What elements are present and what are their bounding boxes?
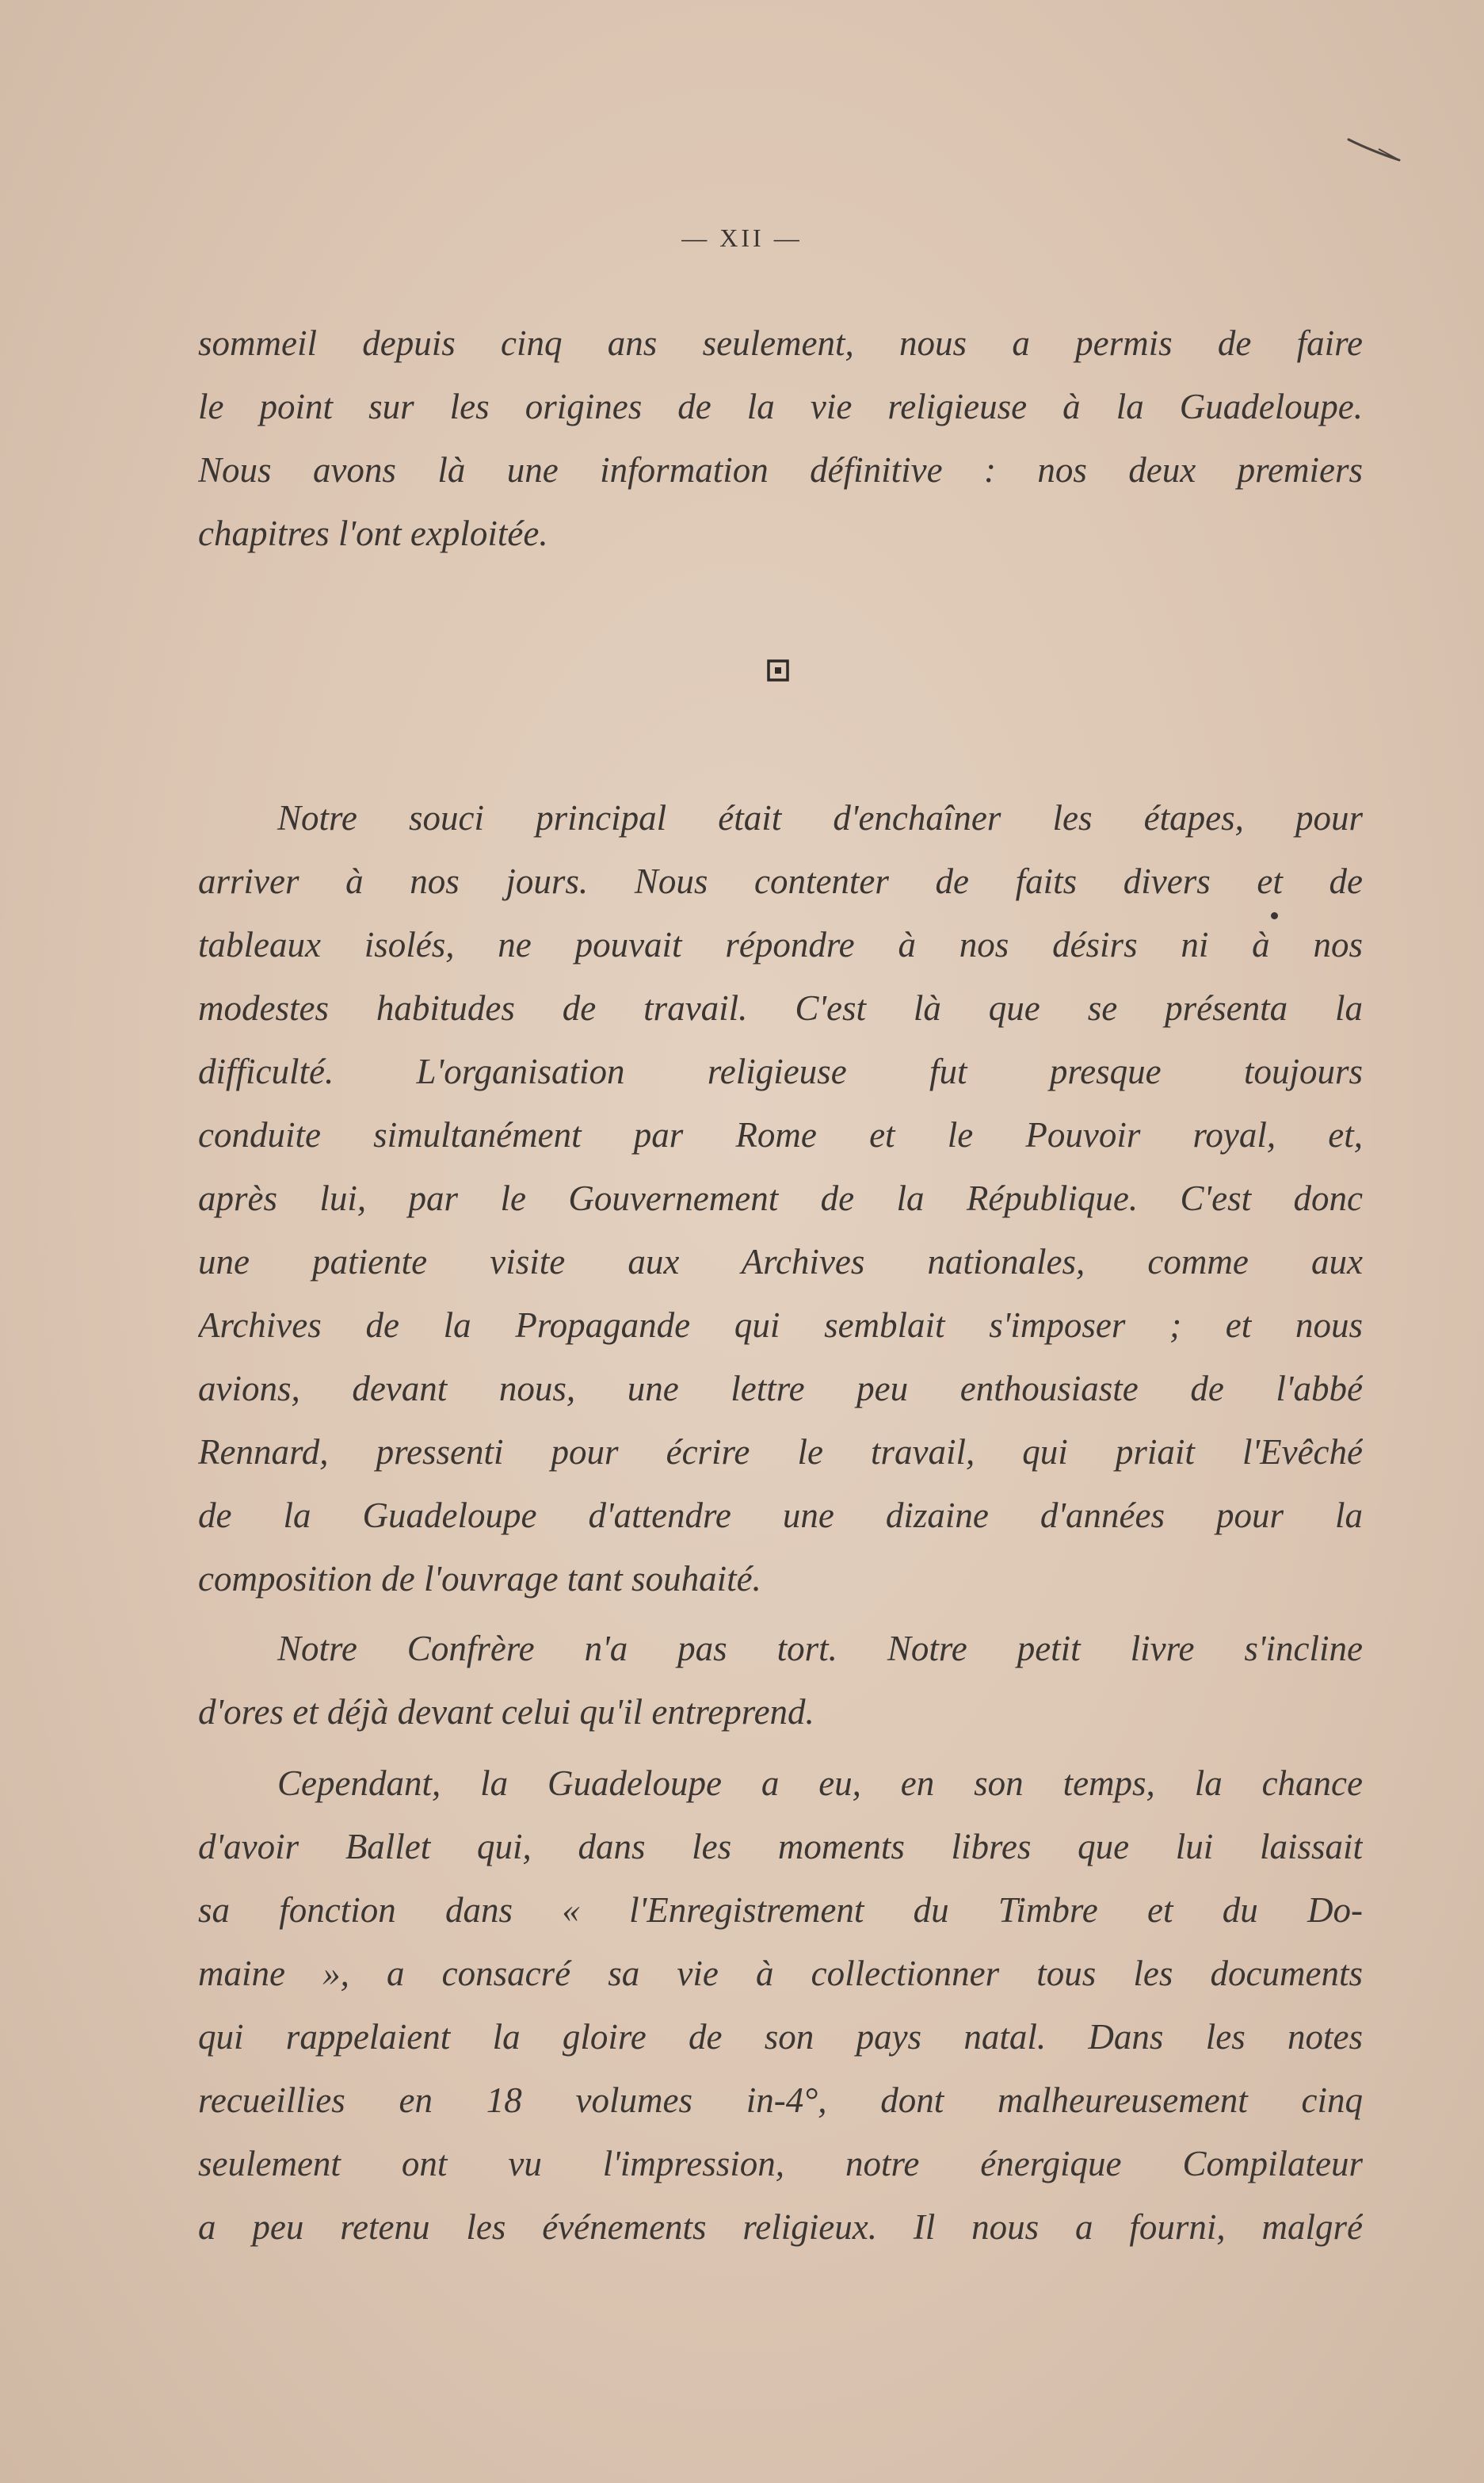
text-line: maine », a consacré sa vie à collectionner tous les documents [198, 1954, 1363, 1993]
text-line: d'avoir Ballet qui, dans les moments libres que lui laissait [198, 1827, 1363, 1866]
text-line: Notre souci principal était d'enchaîner les étapes, pour [277, 798, 1363, 838]
text-line: composition de l'ouvrage tant souhaité. [198, 1559, 761, 1599]
text-line: Archives de la Propagande qui semblait s'imposer ; et nous [198, 1305, 1363, 1345]
text-line: recueillies en 18 volumes in-4°, dont malheureusement cinq [198, 2080, 1363, 2120]
paragraph-ballet [198, 1751, 1363, 2259]
text-line: difficulté. L'organisation religieuse fut presque toujours [198, 1052, 1363, 1091]
text-line: modestes habitudes de travail. C'est là que se présenta la [198, 988, 1363, 1028]
text-line: chapitres l'ont exploitée. [198, 514, 548, 553]
text-line: d'ores et déjà devant celui qu'il entreprend. [198, 1692, 814, 1732]
text-line: sommeil depuis cinq ans seulement, nous a permis de faire [198, 323, 1363, 363]
text-line: arriver à nos jours. Nous contenter de faits divers et de [198, 861, 1363, 901]
text-line: Rennard, pressenti pour écrire le travail, qui priait l'Evêché [198, 1432, 1363, 1472]
text-line: une patiente visite aux Archives nationales, comme aux [198, 1242, 1363, 1282]
pencil-mark-icon [1347, 133, 1402, 165]
text-line: conduite simultanément par Rome et le Pouvoir royal, et, [198, 1115, 1363, 1155]
text-line: qui rappelaient la gloire de son pays natal. Dans les notes [198, 2017, 1363, 2057]
ink-dot [1271, 912, 1278, 919]
text-line: de la Guadeloupe d'attendre une dizaine d'années pour la [198, 1496, 1363, 1535]
text-line: sa fonction dans « l'Enregistrement du Timbre et du Do- [198, 1890, 1363, 1930]
text-line: avions, devant nous, une lettre peu enthousiaste de l'abbé [198, 1369, 1363, 1408]
text-line: seulement ont vu l'impression, notre énergique Compilateur [198, 2144, 1363, 2183]
paragraph-continuation [198, 311, 1363, 565]
section-separator-icon [767, 659, 789, 682]
text-line: Cependant, la Guadeloupe a eu, en son temps, la chance [277, 1763, 1363, 1803]
text-line: Notre Confrère n'a pas tort. Notre petit livre s'incline [277, 1629, 1363, 1668]
text-line: tableaux isolés, ne pouvait répondre à nos désirs ni à nos [198, 925, 1363, 965]
paragraph-main [198, 786, 1363, 1610]
paragraph-confrere [198, 1617, 1363, 1744]
text-line: le point sur les origines de la vie religieuse à la Guadeloupe. [198, 387, 1363, 426]
text-line: a peu retenu les événements religieux. Il nous a fourni, malgré [198, 2207, 1363, 2247]
text-line: Nous avons là une information définitive : nos deux premiers [198, 450, 1363, 490]
text-line: après lui, par le Gouvernement de la République. C'est donc [198, 1178, 1363, 1218]
page-number: — XII — [681, 223, 803, 252]
